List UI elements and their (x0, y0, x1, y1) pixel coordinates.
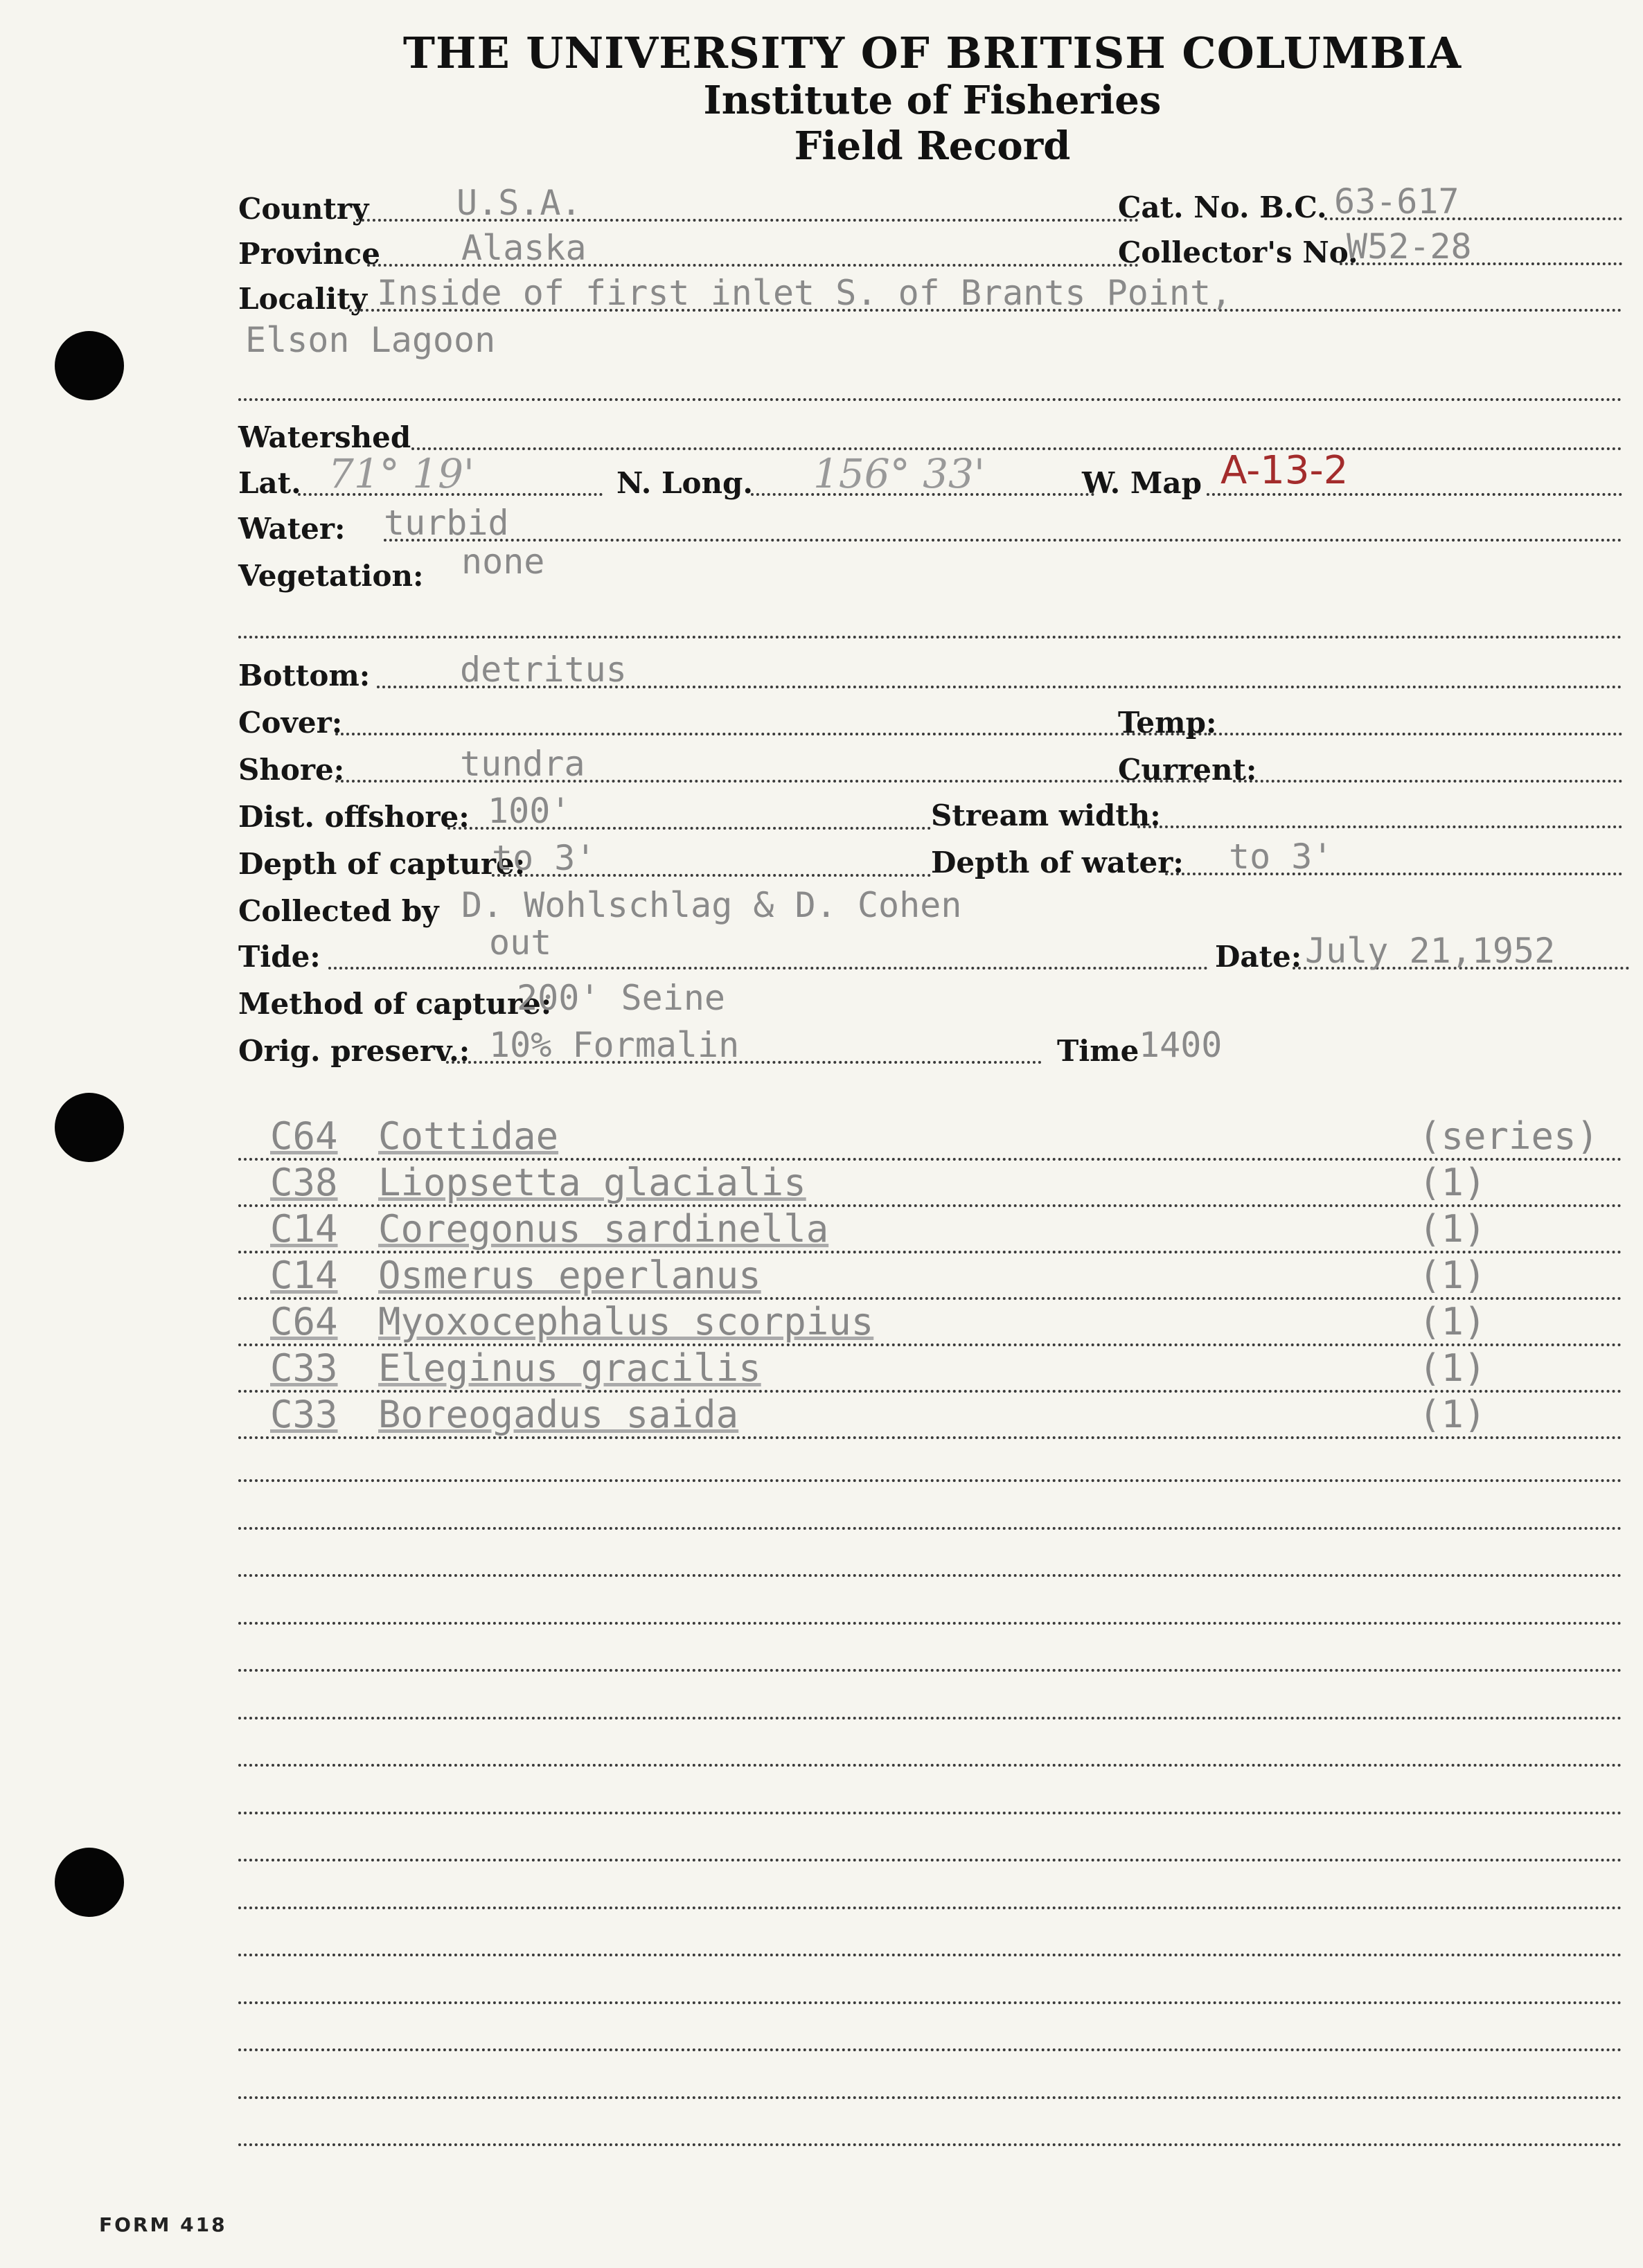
long-value: 156° 33' (813, 450, 985, 497)
dist-offshore-label: Dist. offshore: (238, 800, 470, 834)
species-name: Boreogadus saida (378, 1393, 739, 1436)
locality-value-line1: Inside of first inlet S. of Brants Point, (377, 273, 1232, 313)
collectors-no-field (1118, 226, 1622, 272)
species-row (238, 1393, 1624, 1440)
shore-label: Shore: (238, 753, 345, 787)
species-count: (1) (1419, 1393, 1486, 1436)
water-field (238, 503, 1622, 548)
collected-by-field (238, 885, 1622, 931)
species-row (238, 1207, 1624, 1255)
stream-width-label: Stream width: (931, 798, 1161, 832)
collectors-no-label: Collector's No. (1118, 235, 1358, 269)
species-count: (series) (1419, 1114, 1599, 1158)
cover-label: Cover: (238, 706, 343, 740)
shore-value: tundra (460, 744, 585, 784)
province-field (238, 228, 1139, 274)
ruled-line (238, 1764, 1622, 1767)
collectors-no-value: W52-28 (1347, 226, 1472, 267)
w-map-label: W. Map (1082, 466, 1202, 500)
species-code: C14 (270, 1207, 338, 1251)
country-field (238, 183, 1139, 229)
temp-field (1118, 701, 1622, 742)
date-label: Date: (1215, 940, 1302, 974)
ruled-line (238, 1527, 1622, 1530)
water-value: turbid (384, 503, 509, 543)
time-label: Time (1057, 1034, 1139, 1068)
bottom-label: Bottom: (238, 659, 371, 693)
current-field (1118, 748, 1622, 789)
species-name: Coregonus sardinella (378, 1207, 829, 1251)
depth-water-value: to 3' (1229, 837, 1333, 877)
species-row (238, 1253, 1624, 1301)
orig-preserv-value: 10% Formalin (489, 1025, 740, 1065)
species-code: C33 (270, 1393, 338, 1436)
record-title: Field Record (794, 123, 1071, 169)
cat-no-value: 63-617 (1334, 181, 1459, 222)
ruled-line (238, 1574, 1622, 1577)
species-count: (1) (1419, 1346, 1486, 1390)
locality-field (238, 273, 1622, 319)
lat-value: 71° 19' (328, 450, 474, 497)
species-name: Cottidae (378, 1114, 559, 1158)
species-name: Liopsetta glacialis (378, 1161, 806, 1204)
n-long-label: N. Long. (616, 466, 754, 500)
lat-long-map-row (238, 448, 1622, 503)
vegetation-field (238, 542, 1622, 596)
collected-by-label: Collected by (238, 894, 439, 928)
vegetation-value: none (461, 542, 545, 582)
university-title: THE UNIVERSITY OF BRITISH COLUMBIA (402, 28, 1462, 78)
province-value: Alaska (461, 228, 587, 268)
tide-value: out (489, 922, 552, 963)
species-row (238, 1114, 1624, 1162)
depth-water-field (931, 837, 1622, 882)
species-name: Osmerus eperlanus (378, 1253, 761, 1297)
ruled-line (238, 1907, 1622, 1909)
ruled-line (238, 2096, 1622, 2099)
depth-capture-field (238, 838, 931, 884)
species-code: C64 (270, 1300, 338, 1343)
ruled-line (238, 2048, 1622, 2051)
species-name: Eleginus gracilis (378, 1346, 761, 1390)
stream-width-field (931, 794, 1622, 835)
current-label: Current: (1118, 753, 1257, 787)
ruled-line (238, 2143, 1622, 2146)
depth-capture-label: Depth of capture: (238, 847, 526, 881)
orig-preserv-field (238, 1025, 1042, 1071)
ruled-line (238, 1812, 1622, 1814)
species-count: (1) (1419, 1300, 1486, 1343)
species-row (238, 1346, 1624, 1394)
cat-no-label: Cat. No. B.C. (1118, 190, 1327, 224)
cat-no-field (1118, 181, 1622, 227)
collected-by-value: D. Wohlschlag & D. Cohen (461, 885, 962, 925)
ruled-line (238, 1479, 1622, 1482)
institute-title: Institute of Fisheries (703, 78, 1162, 123)
shore-field (238, 744, 1111, 789)
locality-line2 (238, 320, 1622, 366)
species-code: C64 (270, 1114, 338, 1158)
ruled-line (238, 1717, 1622, 1720)
depth-capture-value: to 3' (492, 838, 596, 878)
map-value: A-13-2 (1220, 448, 1349, 493)
water-label: Water: (238, 512, 346, 546)
punch-hole (55, 1093, 124, 1162)
tide-field (238, 922, 1208, 976)
species-name: Myoxocephalus scorpius (378, 1300, 874, 1343)
bottom-value: detritus (460, 650, 627, 690)
species-code: C14 (270, 1253, 338, 1297)
species-row (238, 1161, 1624, 1208)
depth-water-label: Depth of water: (931, 846, 1184, 879)
date-field (1215, 931, 1629, 976)
form-number: FORM 418 (99, 2213, 227, 2236)
dist-offshore-value: 100' (488, 791, 571, 831)
country-label: Country (238, 192, 369, 226)
locality-label: Locality (238, 282, 368, 316)
ruled-line (238, 1954, 1622, 1956)
method-label: Method of capture: (238, 987, 552, 1021)
locality-value-line2: Elson Lagoon (245, 320, 496, 360)
species-count: (1) (1419, 1161, 1486, 1204)
species-code: C38 (270, 1161, 338, 1204)
lat-label: Lat. (238, 466, 301, 500)
time-value: 1400 (1139, 1025, 1223, 1065)
watershed-label: Watershed (238, 420, 411, 454)
ruled-line (238, 2001, 1622, 2004)
vegetation-label: Vegetation: (238, 559, 424, 593)
species-count: (1) (1419, 1207, 1486, 1251)
method-value: 200' Seine (517, 978, 726, 1018)
species-count: (1) (1419, 1253, 1486, 1297)
tide-label: Tide: (238, 940, 321, 974)
species-code: C33 (270, 1346, 338, 1390)
ruled-line (238, 1669, 1622, 1672)
ruled-line (238, 1859, 1622, 1861)
orig-preserv-label: Orig. preserv.: (238, 1034, 470, 1068)
ruled-line (238, 1436, 1622, 1439)
date-value: July 21,1952 (1305, 931, 1556, 971)
bottom-field (238, 650, 1622, 695)
punch-hole (55, 331, 124, 400)
punch-hole (55, 1848, 124, 1917)
species-row (238, 1300, 1624, 1348)
dist-offshore-field (238, 791, 931, 837)
country-value: U.S.A. (456, 183, 582, 223)
time-field (1057, 1025, 1403, 1071)
province-label: Province (238, 237, 380, 271)
ruled-line (238, 1622, 1622, 1625)
method-field (238, 978, 1622, 1024)
cover-field (238, 701, 1111, 742)
temp-label: Temp: (1118, 706, 1217, 740)
